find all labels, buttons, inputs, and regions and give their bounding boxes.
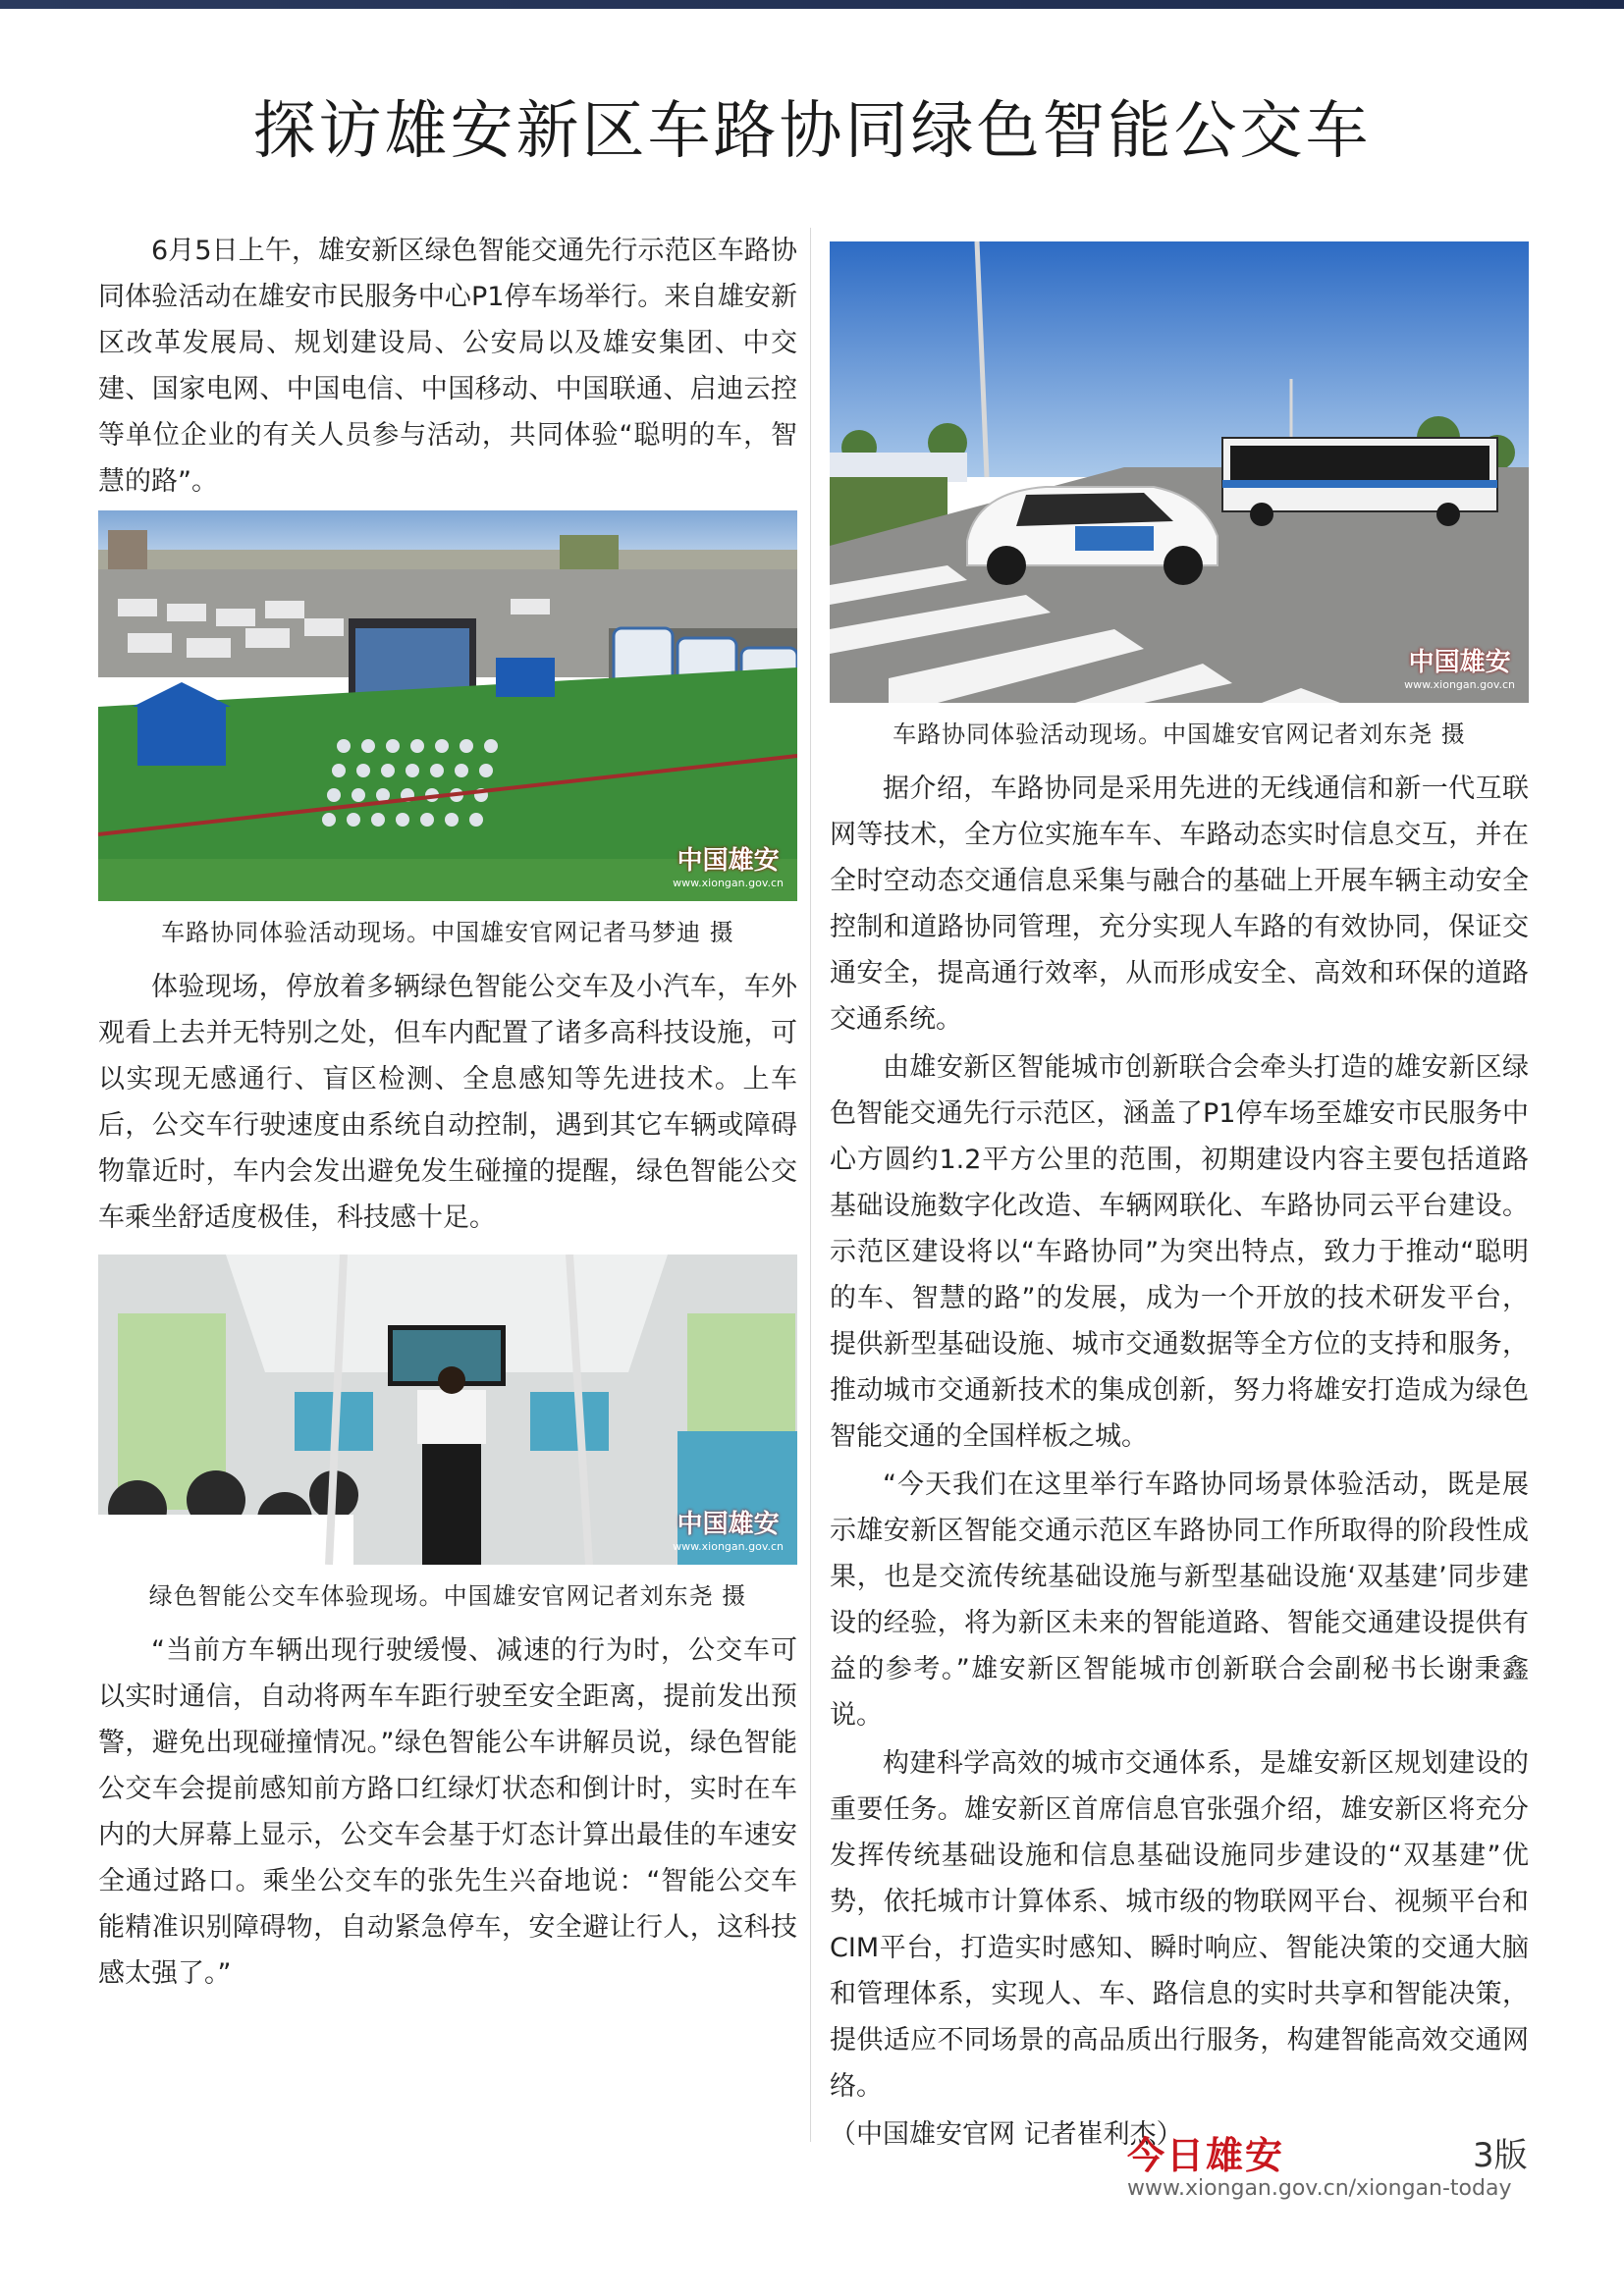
footer-url: www.xiongan.gov.cn/xiongan-today bbox=[1127, 2176, 1512, 2201]
paragraph-1: 6月5日上午，雄安新区绿色智能交通先行示范区车路协同体验活动在雄安市民服务中心P1停车场举行。来自雄安新区改革发展局、规划建设局、公安局以及雄安集团、中交建、国家电网、中国电信、中国移动、中国联通、启迪云控等单位企业的有关人员参与活动，共同体验“聪明的车，智慧的路”。 bbox=[98, 236, 797, 497]
left-column bbox=[98, 228, 797, 1999]
photo-bus-interior bbox=[98, 1255, 797, 1565]
paragraph-4: 据介绍，车路协同是采用先进的无线通信和新一代互联网等技术，全方位实施车车、车路动态实时信息交互，并在全时空动态交通信息采集与融合的基础上开展车辆主动安全控制和道路协同管理，充分实现人车路的有效协同，保证交通安全，提高通行效率，从而形成安全、高效和环保的道路交通系统。 bbox=[830, 774, 1529, 1035]
watermark-url: www.xiongan.gov.cn bbox=[673, 877, 784, 889]
watermark-logo: 中国雄安 bbox=[1408, 648, 1511, 677]
paragraph-6: “今天我们在这里举行车路协同场景体验活动，既是展示雄安新区智能交通示范区车路协同工作所取得的阶段性成果，也是交流传统基础设施与新型基础设施‘双基建’同步建设的经验，将为新区未来的智能道路、智能交通建设提供有益的参考。”雄安新区智能城市创新联合会副秘书长谢秉鑫说。 bbox=[830, 1469, 1529, 1731]
caption-3: 车路协同体验活动现场。中国雄安官网记者刘东尧 摄 bbox=[893, 721, 1466, 748]
watermark-url: www.xiongan.gov.cn bbox=[1404, 678, 1515, 691]
paragraph-3: “当前方车辆出现行驶缓慢、减速的行为时，公交车可以实时通信，自动将两车车距行驶至安全距离，提前发出预警，避免出现碰撞情况。”绿色智能公车讲解员说，绿色智能公交车会提前感知前方路口红绿灯状态和倒计时，实时在车内的大屏幕上显示，公交车会基于灯态计算出最佳的车速安全通过路口。乘坐公交车的张先生兴奋地说：“智能公交车能精准识别障碍物，自动紧急停车，安全避让行人，这科技感太强了。” bbox=[98, 1635, 797, 1989]
caption-1: 车路协同体验活动现场。中国雄安官网记者马梦迪 摄 bbox=[161, 919, 734, 946]
paragraph-2: 体验现场，停放着多辆绿色智能公交车及小汽车，车外观看上去并无特别之处，但车内配置了诸多高科技设施，可以实现无感通行、盲区检测、全息感知等先进技术。上车后，公交车行驶速度由系统自动控制，遇到其它车辆或障碍物靠近时，车内会发出避免发生碰撞的提醒，绿色智能公交车乘坐舒适度极佳，科技感十足。 bbox=[98, 972, 797, 1233]
author-credit: （中国雄安官网 记者崔利杰） bbox=[830, 2119, 1183, 2150]
road-vehicles-image bbox=[830, 241, 1529, 703]
page-number: 3版 bbox=[1473, 2136, 1528, 2175]
photo-road-vehicles bbox=[830, 241, 1529, 703]
right-column bbox=[830, 241, 1529, 2160]
article-title: 探访雄安新区车路协同绿色智能公交车 bbox=[252, 95, 1372, 168]
photo-watermark bbox=[673, 1504, 784, 1553]
photo-event-site bbox=[98, 510, 797, 901]
column-divider bbox=[810, 228, 811, 2142]
paragraph-7: 构建科学高效的城市交通体系，是雄安新区规划建设的重要任务。雄安新区首席信息官张强介绍，雄安新区将充分发挥传统基础设施和信息基础设施同步建设的“双基建”优势，依托城市计算体系、城市级的物联网平台、视频平台和CIM平台，打造实时感知、瞬时响应、智能决策的交通大脑和管理体系，实现人、车、路信息的实时共享和智能决策，提供适应不同场景的高品质出行服务，构建智能高效交通网络。 bbox=[830, 1748, 1529, 2102]
watermark-logo: 中国雄安 bbox=[677, 846, 780, 876]
photo-watermark bbox=[673, 840, 784, 889]
watermark-logo: 中国雄安 bbox=[677, 1510, 780, 1539]
top-bar bbox=[0, 0, 1624, 9]
photo-watermark bbox=[1404, 642, 1515, 691]
watermark-url: www.xiongan.gov.cn bbox=[673, 1540, 784, 1553]
paragraph-5: 由雄安新区智能城市创新联合会牵头打造的雄安新区绿色智能交通先行示范区，涵盖了P1停车场至雄安市民服务中心方圆约1.2平方公里的范围，初期建设内容主要包括道路基础设施数字化改造、车辆网联化、车路协同云平台建设。示范区建设将以“车路协同”为突出特点，致力于推动“聪明的车、智慧的路”的发展，成为一个开放的技术研发平台，提供新型基础设施、城市交通数据等全方位的支持和服务，推动城市交通新技术的集成创新，努力将雄安打造成为绿色智能交通的全国样板之城。 bbox=[830, 1052, 1529, 1452]
footer-brand-logo: 今日雄安 bbox=[1127, 2133, 1285, 2177]
caption-2: 绿色智能公交车体验现场。中国雄安官网记者刘东尧 摄 bbox=[148, 1582, 747, 1610]
